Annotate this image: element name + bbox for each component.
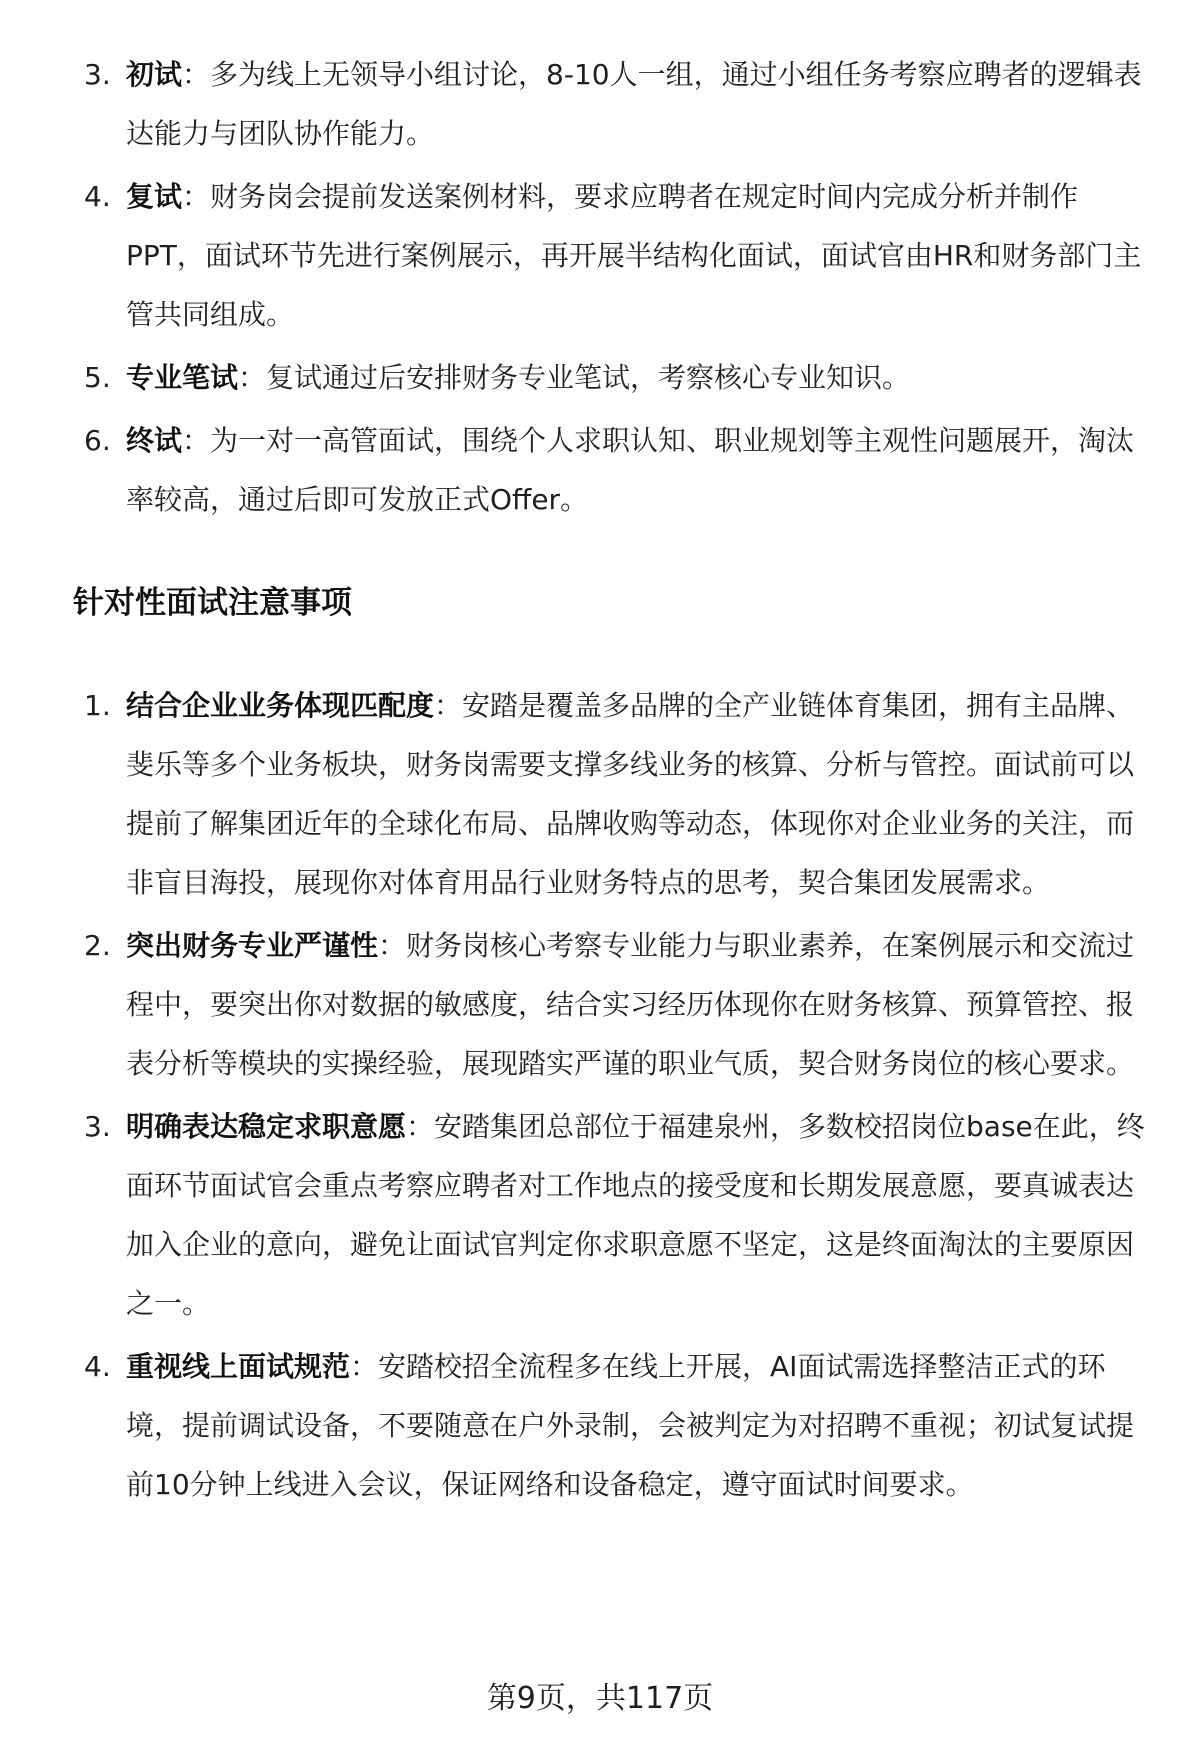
item-number: 2. bbox=[84, 929, 111, 962]
item-number: 4. bbox=[84, 180, 111, 213]
item-term: 突出财务专业严谨性 bbox=[126, 929, 379, 962]
list-item bbox=[0, 167, 1200, 344]
item-term: 专业笔试 bbox=[126, 361, 239, 394]
interview-tips-list bbox=[0, 676, 1200, 1518]
item-separator: ： bbox=[182, 424, 211, 457]
item-number: 4. bbox=[84, 1350, 111, 1383]
item-separator: ： bbox=[434, 689, 463, 722]
item-number: 3. bbox=[84, 58, 111, 91]
list-item bbox=[0, 1097, 1200, 1333]
list-item bbox=[0, 676, 1200, 912]
item-text: 多为线上无领导小组讨论，8-10人一组，通过小组任务考察应聘者的逻辑表达能力与团队协作能力。 bbox=[126, 58, 1142, 150]
item-separator: ： bbox=[182, 180, 211, 213]
item-separator: ： bbox=[378, 929, 407, 962]
item-number: 1. bbox=[84, 689, 111, 722]
item-separator: ： bbox=[238, 361, 267, 394]
item-term: 明确表达稳定求职意愿 bbox=[126, 1110, 407, 1143]
item-text: 为一对一高管面试，围绕个人求职认知、职业规划等主观性问题展开，淘汰率较高，通过后即可发放正式Offer。 bbox=[126, 424, 1135, 516]
item-term: 复试 bbox=[126, 180, 183, 213]
item-term: 重视线上面试规范 bbox=[126, 1350, 351, 1383]
list-item bbox=[0, 411, 1200, 529]
item-text: 复试通过后安排财务专业笔试，考察核心专业知识。 bbox=[266, 361, 911, 394]
interview-steps-list bbox=[0, 45, 1200, 533]
item-separator: ： bbox=[406, 1110, 435, 1143]
item-term: 初试 bbox=[126, 58, 183, 91]
list-item bbox=[0, 1337, 1200, 1514]
section-heading: 针对性面试注意事项 bbox=[73, 585, 352, 621]
item-number: 5. bbox=[84, 361, 111, 394]
item-separator: ： bbox=[350, 1350, 379, 1383]
list-item bbox=[0, 45, 1200, 163]
page-number-footer: 第9页，共117页 bbox=[486, 1681, 714, 1716]
item-text: 财务岗核心考察专业能力与职业素养，在案例展示和交流过程中，要突出你对数据的敏感度，结合实习经历体现你在财务核算、预算管控、报表分析等模块的实操经验，展现踏实严谨的职业气质，契合财务岗位的核心要求。 bbox=[126, 929, 1135, 1080]
item-number: 3. bbox=[84, 1110, 111, 1143]
item-text: 安踏集团总部位于福建泉州，多数校招岗位base在此，终面环节面试官会重点考察应聘者对工作地点的接受度和长期发展意愿，要真诚表达加入企业的意向，避免让面试官判定你求职意愿不坚定，这是终面淘汰的主要原因之一。 bbox=[126, 1110, 1145, 1320]
item-term: 终试 bbox=[126, 424, 183, 457]
item-text: 安踏是覆盖多品牌的全产业链体育集团，拥有主品牌、斐乐等多个业务板块，财务岗需要支撑多线业务的核算、分析与管控。面试前可以提前了解集团近年的全球化布局、品牌收购等动态，体现你对企业业务的关注，而非盲目海投，展现你对体育用品行业财务特点的思考，契合集团发展需求。 bbox=[126, 689, 1135, 899]
item-term: 结合企业业务体现匹配度 bbox=[126, 689, 435, 722]
list-item bbox=[0, 348, 1200, 407]
item-separator: ： bbox=[182, 58, 211, 91]
list-item bbox=[0, 916, 1200, 1093]
item-text: 安踏校招全流程多在线上开展，AI面试需选择整洁正式的环境，提前调试设备，不要随意在户外录制，会被判定为对招聘不重视；初试复试提前10分钟上线进入会议，保证网络和设备稳定，遵守面试时间要求。 bbox=[126, 1350, 1135, 1501]
item-text: 财务岗会提前发送案例材料，要求应聘者在规定时间内完成分析并制作PPT，面试环节先进行案例展示，再开展半结构化面试，面试官由HR和财务部门主管共同组成。 bbox=[126, 180, 1142, 331]
item-number: 6. bbox=[84, 424, 111, 457]
